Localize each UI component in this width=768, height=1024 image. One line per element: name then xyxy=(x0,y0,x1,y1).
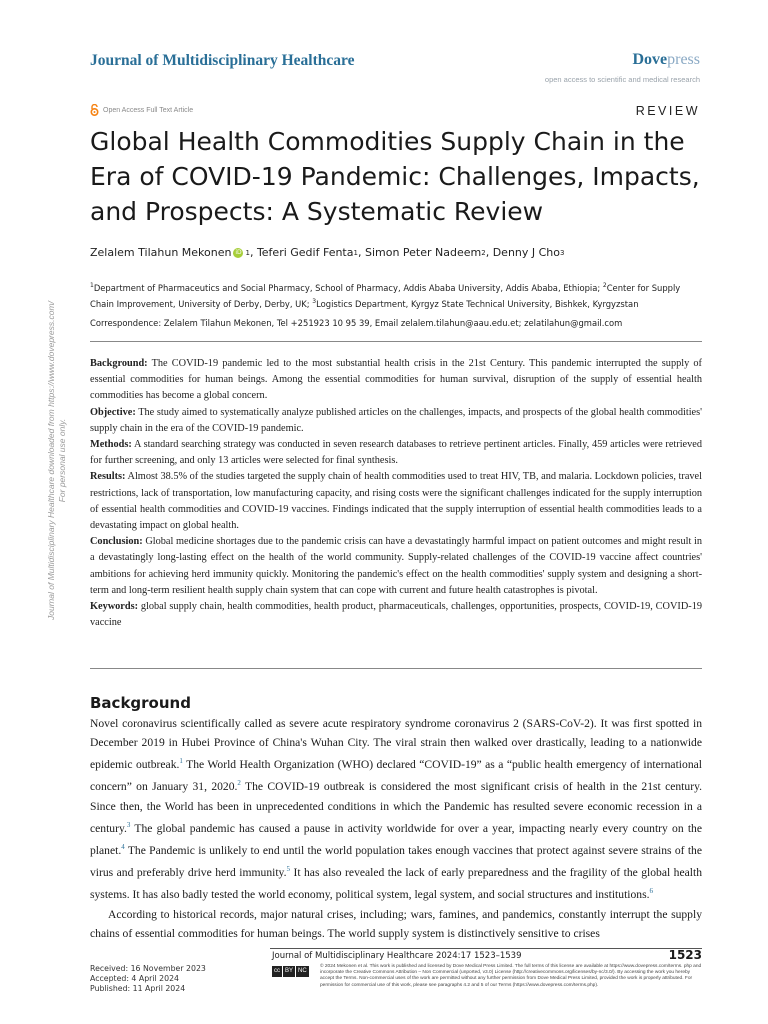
author-1[interactable] xyxy=(90,246,231,259)
author-4[interactable] xyxy=(493,246,560,259)
orcid-icon[interactable]: iD xyxy=(235,248,242,256)
page-number: 1523 xyxy=(668,948,702,962)
abstract-results-text: Almost 38.5% of the studies targeted the supply chain of health commodities used to treat HIV, TB, and malaria. Lockdown policies, travel restrictions, lack of transportation, low manufacturing capacity, and rising costs were the significant challenges indicated for the supply interruption of essential health commodities and COVID-19 vaccines. Findings indicated that the supply interruption of essential health commodities leads to a devastating impact on global health. xyxy=(90,471,702,532)
reference-link[interactable]: 5 xyxy=(286,864,291,873)
abstract-methods-label: Methods: xyxy=(90,439,132,451)
sidebar-line-1: Journal of Multidisciplinary Healthcare downloaded from https://www.dovepress.com/ xyxy=(46,301,56,620)
abstract-methods xyxy=(90,437,702,469)
abstract-background-label: Background: xyxy=(90,358,148,369)
abstract-background xyxy=(90,356,702,405)
section-title: Background xyxy=(90,694,191,712)
accepted-date: Accepted: 4 April 2024 xyxy=(90,974,180,983)
author-1-name: Zelalem Tilahun Mekonen xyxy=(90,246,232,259)
reference-link[interactable]: 3 xyxy=(126,820,131,829)
abstract xyxy=(90,356,702,631)
brand-press: press xyxy=(667,51,700,68)
abstract-background-text: The COVID-19 pandemic led to the most substantial health crisis in the 21st Century. This pandemic interrupted the supply of essential commodities for human beings. Among the essential commodities for human survival, disruption of the supply of essential health commodities has become a global concern. xyxy=(90,358,702,402)
cc-license-icon[interactable] xyxy=(272,966,309,977)
abstract-conclusion xyxy=(90,534,702,599)
reference-link[interactable]: 2 xyxy=(237,779,241,788)
article-type: REVIEW xyxy=(635,104,700,118)
cc-by-label: BY xyxy=(283,966,295,977)
affiliation-1-sup: 1 xyxy=(90,282,94,289)
open-access-badge xyxy=(90,104,193,116)
abstract-objective-text: The study aimed to systematically analyze published articles on the challenges, impacts, and prospects of the global health commodities' supply chain in the era of the COVID-19 pandemic. xyxy=(90,406,702,434)
author-2-name: Teferi Gedif Fenta xyxy=(256,246,354,259)
publisher-tagline: open access to scientific and medical research xyxy=(544,75,700,84)
body-paragraph-1: Novel coronavirus scientifically called as severe acute respiratory syndrome coronavirus 2 (SARS-CoV-2). It was first spotted in December 2019 in Hubei Province of China's Wuhan City. The viral strain then walked over drastically, leading to a nationwide epidemic outbreak.$^1$ The World Health Organization (WHO) declared “COVID-19” as a “public health emergency of international concern” on January 31, 2020.$^2$ The COVID-19 outbreak is considered the most significant crisis of health in the 21st century. Since then, the World has been in unprecedented conditions in which the Pandemic has resulted severe economic recession in a century.$^3$ The global pandemic has caused a pause in activity worldwide for over a year, impacting nearly every country on the planet.$^4$ The Pandemic is unlikely to end until the world population takes enough vaccines that protect against severe strains of the virus and preferably drive herd immunity.$^5$ It has also revealed the lack of early preparedness and the fragility of the global health systems. It has also badly tested the world economy, political system, legal system, and social structures and institutions.$^6$ xyxy=(90,717,703,901)
affiliation-2-sup: 2 xyxy=(602,282,607,289)
reference-link[interactable]: 6 xyxy=(649,886,654,895)
sidebar-watermark xyxy=(40,250,70,650)
article-dates xyxy=(90,964,206,994)
cc-label: cc xyxy=(272,966,282,977)
sidebar-text xyxy=(46,301,68,620)
author-4-name: Denny J Cho xyxy=(492,246,561,259)
reference-link[interactable]: 1 xyxy=(179,757,183,766)
affiliation-1: Department of Pharmaceutics and Social Pharmacy, School of Pharmacy, Addis Ababa University, Addis Ababa, Ethiopia; xyxy=(93,282,603,293)
author-3[interactable] xyxy=(365,246,481,259)
license-text: © 2024 Mekonen et al. This work is published and licensed by Dove Medical Press Limited. The full terms of this license are available at https://www.dovepress.com/terms. php and incorporate the Creative Commons Attribution – Non Commercial (unported, v3.0) License (http://creativecommons.org/licenses/by-nc/3.0/). By accessing the work you hereby accept the Terms. Non-commercial uses of the work are permitted without any further permission from Dove Medical Press Limited, provided the work is properly attributed. For permission for commercial use of this work, please see paragraphs 4.2 and 5 of our Terms (https://www.dovepress.com/terms.php). xyxy=(320,964,702,988)
sidebar-line-2: For personal use only. xyxy=(57,418,67,503)
abstract-results-label: Results: xyxy=(90,471,126,483)
abstract-keywords-text: global supply chain, health commodities, health product, pharmaceuticals, challenges, opportunities, prospects, COVID-19, COVID-19 vaccine xyxy=(90,601,702,629)
affiliation-2: Center for Supply Chain Improvement, University of Derby, Derby, UK; xyxy=(90,282,681,309)
abstract-objective xyxy=(90,405,702,437)
abstract-bottom-rule xyxy=(90,668,702,669)
cc-nc-label: NC xyxy=(296,966,309,977)
abstract-objective-label: Objective: xyxy=(90,406,136,418)
abstract-results xyxy=(90,469,702,534)
journal-name[interactable]: Journal of Multidisciplinary Healthcare xyxy=(90,52,355,69)
author-3-name: Simon Peter Nadeem xyxy=(364,246,482,259)
abstract-conclusion-text: Global medicine shortages due to the pandemic crisis can have a devastatingly harmful impact on patient outcomes and might result in a devastatingly long-lasting effect on the health of the world community. Supply-related challenges of the COVID-19 vaccine affect countries' ambitions for achieving herd immunity quickly. Monitoring the pandemic's effect on the health commodities' supply system and designing a short-term and long-term resilient health supply chain system that can cope with current and future health catastrophes is pivotal. xyxy=(90,536,702,596)
abstract-methods-text: A standard searching strategy was conducted in seven research databases to retrieve pertinent articles. Finally, 459 articles were retrieved for further screening, and only 13 articles were selected for final synthesis. xyxy=(90,439,702,467)
received-date: Received: 16 November 2023 xyxy=(90,964,206,973)
reference-link[interactable]: 4 xyxy=(121,842,125,851)
author-3-affil: 2 xyxy=(481,248,486,257)
affiliation-3-sup: 3 xyxy=(312,297,317,305)
abstract-top-rule xyxy=(90,341,702,342)
affiliation-3: Logistics Department, Kyrgyz State Technical University, Bishkek, Kyrgyzstan xyxy=(316,298,639,309)
abstract-keywords-label: Keywords: xyxy=(90,601,139,613)
body-paragraph-2: According to historical records, major natural crises, including; wars, famines, and pandemics, constantly interrupt the supply chains of essential commodities for human beings. The world supply system is distinctively sensitive to crises xyxy=(90,907,702,941)
article-title: Global Health Commodities Supply Chain in the Era of COVID-19 Pandemic: Challenges, Impacts, and Prospects: A Systematic Review xyxy=(90,127,700,226)
open-access-label: Open Access Full Text Article xyxy=(103,106,194,114)
author-1-affil: 1 xyxy=(245,248,250,257)
author-4-affil: 3 xyxy=(560,248,565,257)
author-list: Zelalem Tilahun Mekonen iD 1 , Teferi Gedif Fenta 1 , Simon Peter Nadeem 2 , Denny J Cho 3 xyxy=(90,246,565,259)
footer-citation: Journal of Multidisciplinary Healthcare 2024:17 1523–1539 xyxy=(272,951,522,961)
author-2-affil: 1 xyxy=(353,248,358,257)
author-2[interactable] xyxy=(257,246,354,259)
footer-rule xyxy=(270,948,702,949)
affiliations xyxy=(90,279,702,311)
correspondence: Correspondence: Zelalem Tilahun Mekonen, Tel +251923 10 95 39, Email zelalem.tilahun@aau.edu.et; zelatilahun@gmail.com xyxy=(90,318,623,328)
open-access-icon xyxy=(90,104,99,116)
published-date: Published: 11 April 2024 xyxy=(90,984,186,993)
brand-main: Dove xyxy=(632,51,668,68)
publisher-logo[interactable] xyxy=(632,51,700,69)
body-text xyxy=(90,714,702,943)
abstract-conclusion-label: Conclusion: xyxy=(90,536,143,548)
abstract-keywords xyxy=(90,599,702,631)
